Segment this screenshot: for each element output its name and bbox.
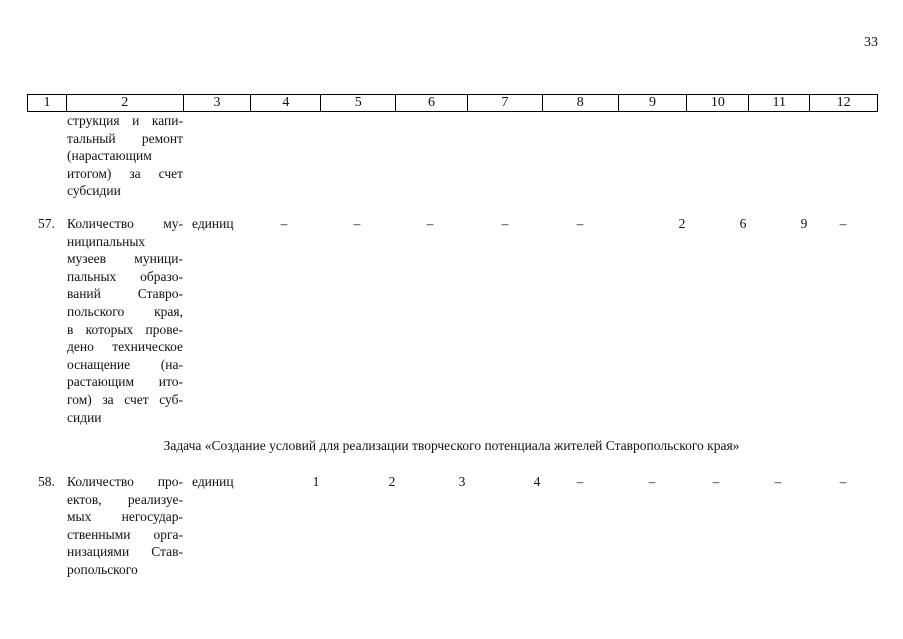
row-57-value: –	[426, 216, 434, 231]
row-58-unit: единиц	[192, 474, 234, 489]
row-continuation-description	[67, 112, 183, 200]
row-58-value: 3	[458, 474, 466, 489]
row-58-value: –	[712, 474, 720, 489]
row-58-value: –	[648, 474, 656, 489]
row-58-description-line: Количество про-	[67, 474, 183, 489]
row-58-description-line: ственными орга-	[67, 526, 183, 542]
header-cell-7: 7	[468, 95, 543, 111]
row-57-description-line: оснащение (на-	[67, 356, 183, 372]
row-57-description-line: в которых прове-	[67, 321, 183, 337]
row-57-description-line: Количество му-	[67, 216, 183, 231]
continuation-line: тальный ремонт	[67, 130, 183, 146]
row-58-description-line: мых негосудар-	[67, 509, 183, 525]
header-cell-2: 2	[67, 95, 184, 111]
continuation-line: струкция и капи-	[67, 113, 183, 128]
row-58-value: 1	[312, 474, 320, 489]
row-58-description-line: низациями Став-	[67, 544, 183, 560]
row-57-number: 57.	[38, 216, 55, 231]
header-cell-5: 5	[321, 95, 396, 111]
header-cell-1: 1	[28, 95, 67, 111]
row-57-value: –	[280, 216, 288, 231]
table-header-row	[27, 94, 878, 112]
row-57-description-line: дено техническое	[67, 339, 183, 355]
row-57-value: –	[501, 216, 509, 231]
row-57-description-line: пальных образо-	[67, 268, 183, 284]
row-57-value: 9	[800, 216, 808, 231]
row-57-description-line: музеев муници-	[67, 251, 183, 267]
row-58-description-line: ропольского	[67, 561, 138, 577]
row-58-value: –	[576, 474, 584, 489]
row-57-description	[67, 215, 183, 426]
continuation-line: субсидии	[67, 183, 121, 199]
header-cell-3: 3	[184, 95, 252, 111]
row-58-description	[67, 473, 183, 579]
row-57-value: –	[576, 216, 584, 231]
row-57-value: 2	[678, 216, 686, 231]
row-57-value: 6	[739, 216, 747, 231]
row-57-description-line: ниципальных	[67, 233, 146, 249]
row-57-description-line: гом) за счет суб-	[67, 391, 183, 407]
row-57-description-line: польского края,	[67, 303, 183, 319]
row-58-value: 2	[388, 474, 396, 489]
continuation-line: итогом) за счет	[67, 165, 183, 181]
header-cell-12: 12	[836, 95, 851, 110]
row-58-value: –	[839, 474, 847, 489]
header-cell-9: 9	[619, 95, 688, 111]
header-cell-6: 6	[396, 95, 468, 111]
header-cell-10: 10	[687, 95, 749, 111]
header-cell-11: 11	[749, 95, 810, 111]
row-58-description-line: ектов, реализуе-	[67, 491, 183, 507]
row-57-value: –	[839, 216, 847, 231]
continuation-line: (нарастающим	[67, 148, 152, 164]
header-cell-4: 4	[251, 95, 321, 111]
row-57-description-line: сидии	[67, 409, 102, 425]
header-cell-8: 8	[543, 95, 619, 111]
row-58-value: –	[774, 474, 782, 489]
page-number: 33	[864, 35, 878, 50]
task-heading: Задача «Создание условий для реализации творческого потенциала жителей Ставропольского края»	[163, 438, 740, 453]
row-58-value: 4	[533, 474, 541, 489]
row-58-number: 58.	[38, 474, 55, 489]
row-57-description-line: растающим ито-	[67, 374, 183, 390]
row-57-unit: единиц	[192, 216, 234, 231]
row-57-description-line: ваний Ставро-	[67, 286, 183, 302]
row-57-value: –	[353, 216, 361, 231]
